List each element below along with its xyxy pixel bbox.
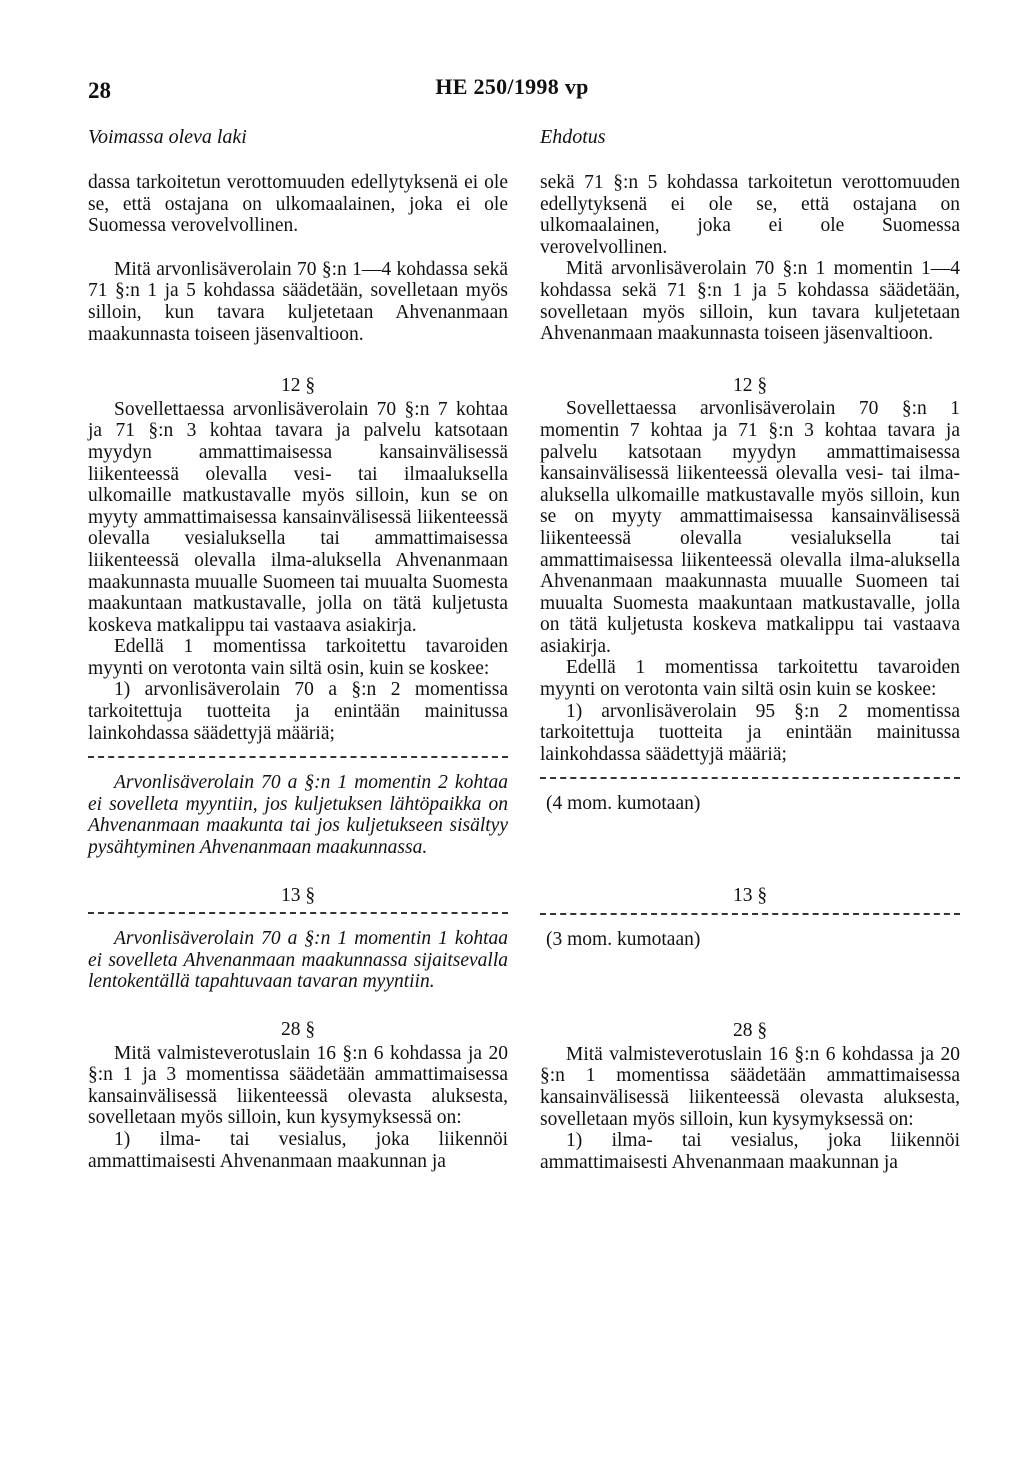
left-section-28-list-item xyxy=(88,1129,508,1172)
omission-dashed-line xyxy=(88,912,508,914)
omission-dashed-line xyxy=(540,913,960,915)
right-section-12-note: (4 mom. kumotaan) xyxy=(546,793,701,815)
left-section-12-italic-paragraph: Arvonlisäverolain 70 a §:n 1 momentin 2 kohtaa ei sovelleta myyntiin, jos kuljetuksen lähtöpaikka on Ahvenanmaan maakunta tai jos kuljetukseen sisältyy pysähtyminen Ahvenanmaan maakunnassa. xyxy=(88,772,508,859)
right-paragraph: Mitä arvonlisäverolain 70 §:n 1 momentin 1—4 kohdassa sekä 71 §:n 1 ja 5 kohdassa säädetään, sovelletaan myös silloin, kun tavara kuljetetaan Ahvenanmaan maakunnasta toiseen jäsenvaltioon. xyxy=(540,258,960,345)
right-section-12-heading: 12 § xyxy=(732,374,768,396)
left-section-12-heading: 12 § xyxy=(280,375,316,397)
left-section-12-list-item xyxy=(88,679,508,744)
list-item-text: arvonlisäverolain 70 a §:n 2 momentissa tarkoitettuja tuotteita ja enintään mainitussa lainkohdassa säädettyjä määriä; xyxy=(88,679,508,744)
omission-dashed-line xyxy=(88,756,508,758)
right-section-12-paragraph: Edellä 1 momentissa tarkoitettu tavaroiden myynti on verotonta vain siltä osin kuin se koskee: xyxy=(540,657,960,701)
left-column-heading: Voimassa oleva laki xyxy=(88,126,247,148)
omission-dashed-line xyxy=(540,777,960,779)
list-number: 1) xyxy=(566,1130,583,1152)
left-paragraph-continued: dassa tarkoitetun verottomuuden edellytyksenä ei ole se, että ostajana on ulkomaalainen, joka ei ole Suomessa verovelvollinen. xyxy=(88,172,508,237)
list-item-text: ilma- tai vesialus, joka liikennöi ammattimaisesti Ahvenanmaan maakunnan ja xyxy=(88,1128,509,1172)
left-section-12-paragraph: Edellä 1 momentissa tarkoitettu tavaroiden myynti on verotonta vain siltä osin, kuin se koskee: xyxy=(88,636,508,679)
right-section-12-paragraph: Sovellettaessa arvonlisäverolain 70 §:n 1 momentin 7 kohtaa ja 71 §:n 3 kohtaa tavara ja palvelu katsotaan myydyn ammattimaisessa kansainvälisessä liikenteessä olevalla vesi- tai ilma-aluksella ulkomaille matkustavalle myös silloin, kun se on myyty ammattimaisessa kansainvälisessä liikenteessä olevalla vesialuksella tai ammattimaisessa liikenteessä olevalla ilma-aluksella Ahvenanmaan maakunnasta muualle Suomeen tai muualta Suomesta maakuntaan matkustavalle, jolla on tätä kuljetusta koskeva matkalippu tai vastaava asiakirja. xyxy=(540,398,960,657)
list-item-text: arvonlisäverolain 95 §:n 2 momentissa tarkoitettuja tuotteita ja enintään mainitussa lainkohdassa säädettyjä määriä; xyxy=(540,700,960,765)
right-column-heading: Ehdotus xyxy=(540,126,606,148)
right-section-28-list-item xyxy=(540,1130,960,1173)
right-section-28-heading: 28 § xyxy=(732,1020,768,1042)
left-section-28-heading: 28 § xyxy=(280,1019,316,1040)
left-section-12-paragraph: Sovellettaessa arvonlisäverolain 70 §:n 7 kohtaa ja 71 §:n 3 kohtaa tavara ja palvelu katsotaan myydyn ammattimaisessa kansainvälisessä liikenteessä olevalla vesi- tai ilmaaluksella ulkomaille matkustavalle myös silloin, kun se on myyty ammattimaisessa kansainvälisessä liikenteessä olevalla vesialuksella tai ammattimaisessa liikenteessä olevalla ilma-aluksella Ahvenanmaan maakunnasta muualle Suomeen tai muualta Suomesta maakuntaan matkustavalle, jolla on tätä kuljetusta koskeva matkalippu tai vastaava asiakirja. xyxy=(88,398,508,636)
right-paragraph-continued: sekä 71 §:n 5 kohdassa tarkoitetun verottomuuden edellytyksenä ei ole se, että ostajana on ulkomaalainen, joka ei ole Suomessa verovelvollinen. xyxy=(540,172,960,258)
list-number: 1) xyxy=(114,1128,131,1150)
right-section-13-heading: 13 § xyxy=(732,885,768,907)
left-column xyxy=(88,172,508,1172)
list-item-text: ilma- tai vesialus, joka liikennöi ammattimaisesti Ahvenanmaan maakunnan ja xyxy=(540,1130,961,1173)
right-section-12-list-item xyxy=(540,701,960,766)
list-number: 1) xyxy=(566,700,583,722)
list-number: 1) xyxy=(114,679,131,701)
right-column xyxy=(540,172,960,1173)
right-section-28-paragraph: Mitä valmisteverotuslain 16 §:n 6 kohdassa ja 20 §:n 1 momentissa säädetään ammattimaisessa kansainvälisessä liikenteessä olevasta aluksesta, sovelletaan myös silloin, kun kysymyksessä on: xyxy=(540,1043,960,1130)
right-section-13-note: (3 mom. kumotaan) xyxy=(546,928,701,950)
left-section-13-italic-paragraph: Arvonlisäverolain 70 a §:n 1 momentin 1 kohtaa ei sovelleta Ahvenanmaan maakunnassa sijaitsevalla lentokentällä tapahtuvaan tavaran myyntiin. xyxy=(88,928,508,993)
page-number: 28 xyxy=(88,78,111,103)
left-paragraph: Mitä arvonlisäverolain 70 §:n 1—4 kohdassa sekä 71 §:n 1 ja 5 kohdassa säädetään, sovelletaan myös silloin, kun tavara kuljetetaan Ahvenanmaan maakunnasta toiseen jäsenvaltioon. xyxy=(88,258,508,345)
running-header: HE 250/1998 vp xyxy=(435,74,589,99)
left-section-13-heading: 13 § xyxy=(280,884,316,906)
left-section-28-paragraph: Mitä valmisteverotuslain 16 §:n 6 kohdassa ja 20 §:n 1 ja 3 momentissa säädetään ammattimaisessa kansainvälisessä liikenteessä olevasta aluksesta, sovelletaan myös silloin, kun kysymyksessä on: xyxy=(88,1042,508,1129)
